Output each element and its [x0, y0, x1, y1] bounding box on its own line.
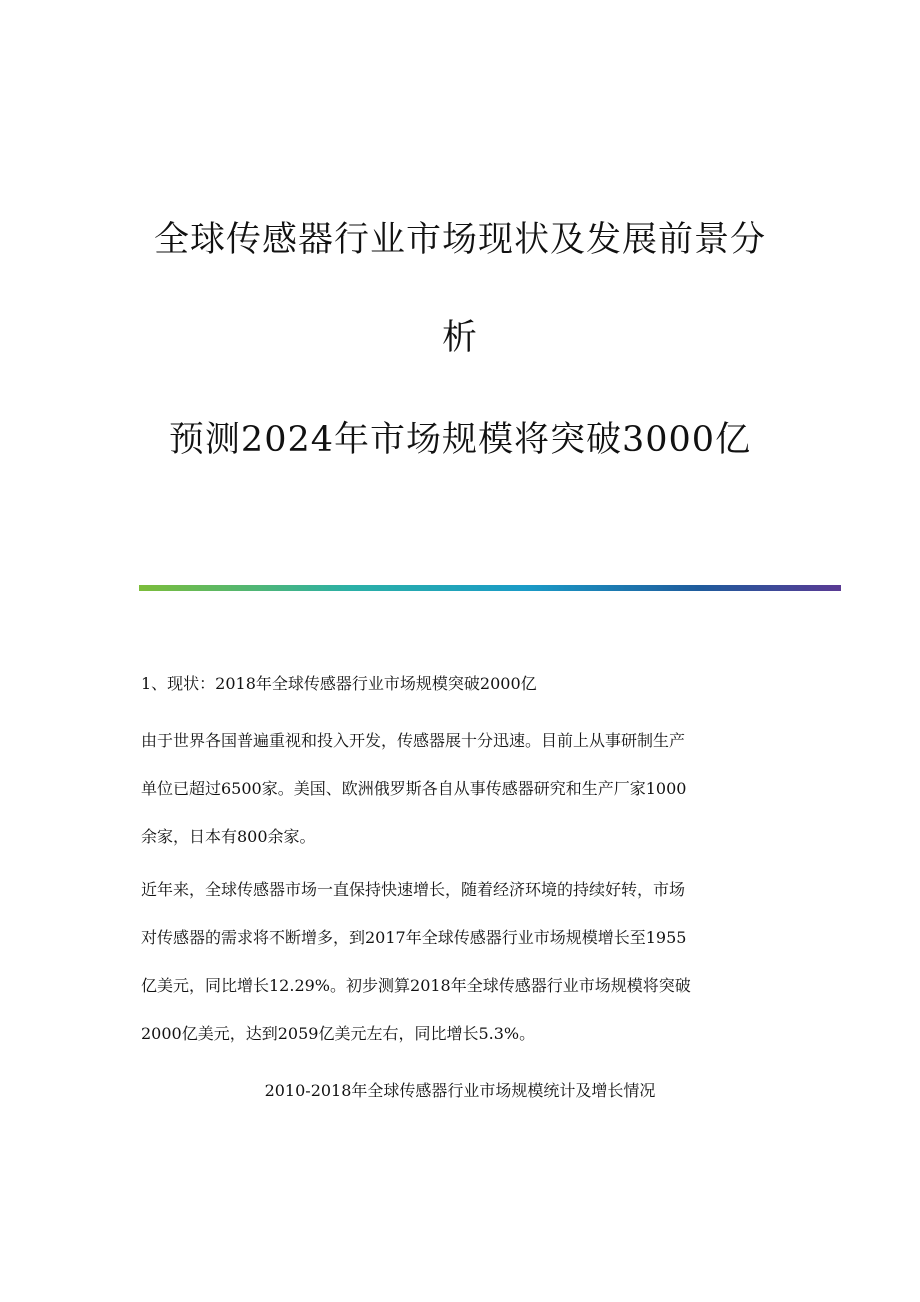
chart-caption: 2010-2018年全球传感器行业市场规模统计及增长情况	[264, 1081, 656, 1100]
document-subtitle: 预测2024年市场规模将突破3000亿	[168, 420, 752, 460]
paragraph-1	[141, 717, 773, 861]
paragraph-line: 近年来，全球传感器市场一直保持快速增长，随着经济环境的持续好转，市场	[141, 880, 686, 899]
paragraph-line: 亿美元，同比增长12.29%。初步测算2018年全球传感器行业市场规模将突破	[141, 976, 691, 995]
gradient-divider	[139, 585, 841, 591]
document-title-line-1: 全球传感器行业市场现状及发展前景分	[153, 220, 766, 260]
paragraph-line: 2000亿美元，达到2059亿美元左右，同比增长5.3%。	[141, 1024, 536, 1043]
section-heading: 1、现状：2018年全球传感器行业市场规模突破2000亿	[141, 674, 537, 693]
paragraph-line: 对传感器的需求将不断增多，到2017年全球传感器行业市场规模增长至1955	[141, 928, 687, 947]
paragraph-line: 由于世界各国普遍重视和投入开发，传感器展十分迅速。目前上从事研制生产	[141, 731, 686, 750]
paragraph-line: 单位已超过6500家。美国、欧洲俄罗斯各自从事传感器研究和生产厂家1000	[141, 779, 687, 798]
paragraph-line: 余家，日本有800余家。	[141, 827, 316, 846]
paragraph-2	[141, 866, 773, 1058]
document-title-line-2: 析	[441, 318, 478, 358]
